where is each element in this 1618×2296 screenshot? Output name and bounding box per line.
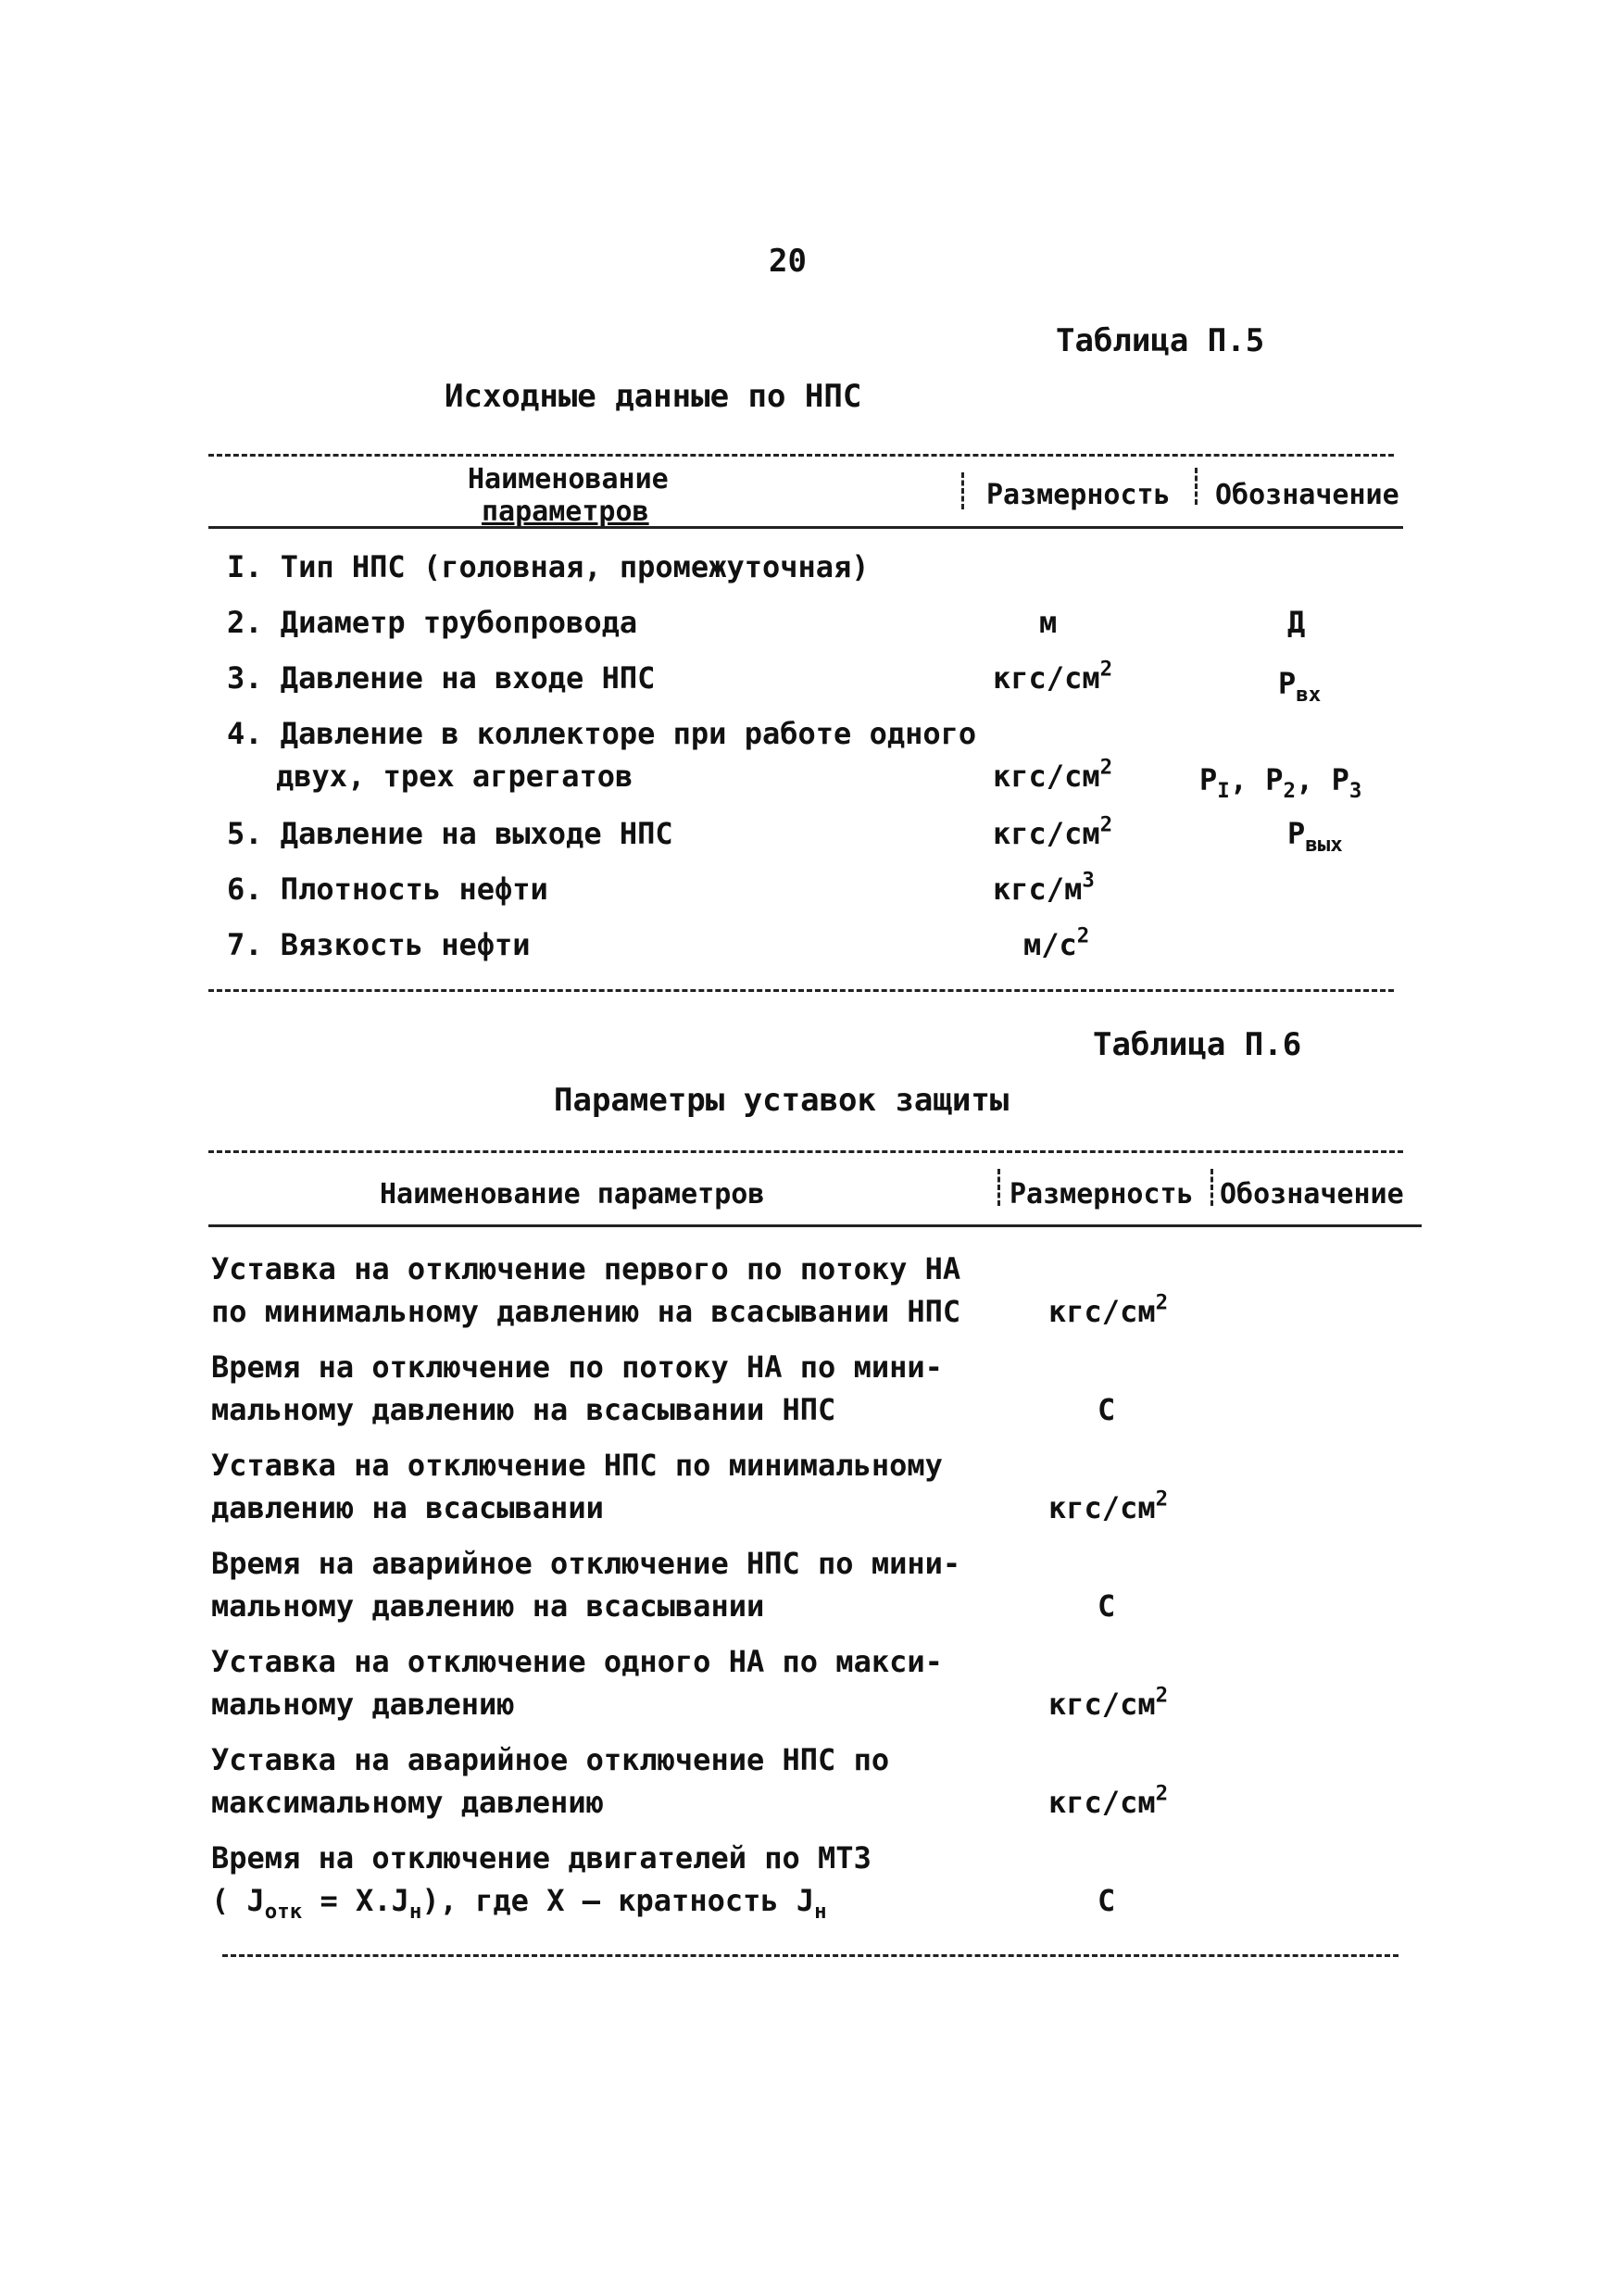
table6-row-6-line1: Уставка на аварийное отключение НПС по [211, 1742, 890, 1777]
row-number: I. [227, 549, 263, 584]
table6-header-symbol: Обозначение [1220, 1178, 1404, 1211]
table6-row-5-unit: кгс/$см^2$ [1048, 1683, 1169, 1722]
table6-row-6-unit: кгс/$см^2$ [1048, 1781, 1169, 1820]
table5-header-unit: Размерность [986, 479, 1171, 511]
table6-row-3-unit: кгс/$см^2$ [1048, 1487, 1169, 1525]
table5-row-6 [227, 871, 548, 908]
table6-header-separator-2 [1210, 1169, 1213, 1206]
table6-row-4-line1: Время на аварийное отключение НПС по мини- [211, 1546, 961, 1581]
table6-row-2-unit: С [1097, 1392, 1116, 1427]
row-name: Тип НПС (головная, промежуточная) [280, 549, 870, 584]
table6-row-2-line2: мальному давлению на всасывании НПС [211, 1392, 836, 1427]
table5-row-5-unit: кгс/$см^2$ [993, 812, 1113, 851]
table6-title: Параметры уставок защиты [554, 1082, 1010, 1119]
table6-label: Таблица П.6 [1093, 1026, 1302, 1063]
table5-row-2-unit: м [1039, 605, 1058, 640]
table5-row-4-line2: двух, трех агрегатов [276, 759, 633, 794]
row-number: 5. [227, 816, 263, 851]
table6-row-1-line2: по минимальному давлению на всасывании НПС [211, 1294, 961, 1329]
table5-top-rule [208, 454, 1394, 457]
row-name-line1: Давление в коллекторе при работе одного [280, 716, 977, 751]
table6-row-1-line1: Уставка на отключение первого по потоку НА [211, 1251, 961, 1286]
row-name: Вязкость нефти [280, 927, 531, 962]
table6-row-2-line1: Время на отключение по потоку НА по мини- [211, 1349, 943, 1385]
table6-row-3-line2: давлению на всасывании [211, 1490, 604, 1525]
table6-row-7-unit: С [1097, 1883, 1116, 1918]
table6-row-4-line2: мальному давлению на всасывании [211, 1588, 765, 1624]
table5-row-3-symbol: $P_{вх}$ [1278, 666, 1322, 707]
table6-row-1-unit: кгс/$см^2$ [1048, 1290, 1169, 1329]
table6-top-rule [208, 1150, 1403, 1153]
row-number: 4. [227, 716, 263, 751]
table5-label: Таблица П.5 [1056, 322, 1265, 359]
table6-header-separator-1 [997, 1169, 1000, 1206]
row-number: 2. [227, 605, 263, 640]
table5-header-name-line2: параметров [482, 496, 649, 528]
table5-row-5 [227, 815, 673, 852]
table6-row-7-line1: Время на отключение двигателей по МТЗ [211, 1840, 872, 1876]
table5-header-name-line1: Наименование [468, 463, 669, 496]
row-name: Давление на входе НПС [280, 660, 656, 696]
row-name: Давление на выходе НПС [280, 816, 673, 851]
table6-row-6-line2: максимальному давлению [211, 1785, 604, 1820]
table5-row-1 [227, 548, 870, 585]
table5-row-4-symbol: $P_I$, $P_2$, $P_3$ [1199, 762, 1362, 803]
table5-header-separator-2 [1195, 468, 1198, 505]
table5-header-rule [208, 526, 1403, 529]
table5-bottom-rule [208, 989, 1394, 992]
row-name: Плотность нефти [280, 872, 548, 907]
table6-row-5-line1: Уставка на отключение одного НА по макси- [211, 1644, 943, 1679]
table5-row-3 [227, 659, 655, 696]
table5-row-4-unit: кгс/$см^2$ [993, 755, 1113, 794]
table6-row-7-line2: ( $J_{отк} = X.J_н$), где X – кратность $J_н$ [211, 1883, 827, 1924]
table6-header-unit: Размерность [1010, 1178, 1194, 1211]
table5-row-2-symbol: Д [1287, 605, 1306, 640]
table6-row-4-unit: С [1097, 1588, 1116, 1624]
page-number: 20 [769, 243, 807, 280]
table6-row-3-line1: Уставка на отключение НПС по минимальному [211, 1448, 943, 1483]
table6-header-rule [208, 1224, 1422, 1227]
table5-row-4 [227, 715, 976, 752]
table6-bottom-rule [222, 1954, 1399, 1957]
table5-row-5-symbol: $P_{вых}$ [1287, 816, 1343, 857]
table5-row-2 [227, 604, 637, 641]
table5-title: Исходные данные по НПС [445, 378, 862, 415]
table5-row-7-unit: $м/с^2$ [1023, 923, 1090, 962]
row-number: 3. [227, 660, 263, 696]
table6-row-5-line2: мальному давлению [211, 1687, 515, 1722]
table5-header-separator-1 [961, 472, 964, 509]
table5-row-6-unit: кгс/$м^3$ [993, 868, 1095, 907]
table6-header-name: Наименование параметров [380, 1178, 765, 1211]
table5-row-3-unit: кгс/$см^2$ [993, 657, 1113, 696]
row-number: 6. [227, 872, 263, 907]
table5-header-symbol: Обозначение [1215, 479, 1399, 511]
row-number: 7. [227, 927, 263, 962]
row-name: Диаметр трубопровода [280, 605, 638, 640]
table5-row-7 [227, 926, 531, 963]
